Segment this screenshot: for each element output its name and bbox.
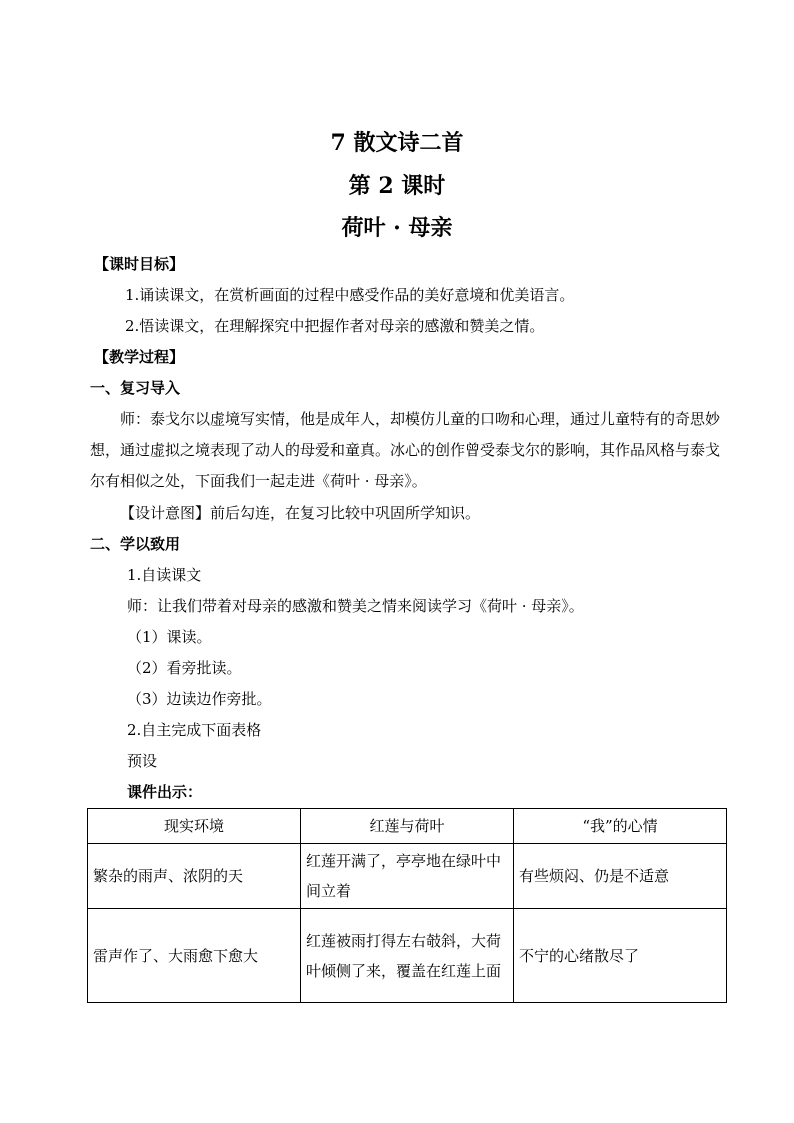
step-complete-table: 2.自主完成下面表格 <box>127 721 262 739</box>
lesson-number: 第 2 课时 <box>348 173 446 199</box>
table-cell: 红莲开满了，亭亭地在绿叶中间立着 <box>301 844 514 909</box>
courseware-label: 课件出示： <box>127 783 203 801</box>
table-header-cell: “我”的心情 <box>514 809 727 844</box>
table-cell: 雷声作了、大雨愈下愈大 <box>88 909 301 1003</box>
summary-table <box>87 808 727 1003</box>
document-title: 7 散文诗二首 <box>330 130 464 156</box>
goal-item: 1.诵读课文，在赏析画面的过程中感受作品的美好意境和优美语言。 <box>125 286 575 304</box>
design-intent-text: 前后勾连，在复习比较中巩固所学知识。 <box>210 504 481 522</box>
document-subtitle: 荷叶 · 母亲 <box>341 215 453 241</box>
substep: （1）课读。 <box>127 628 212 646</box>
table-header-row <box>88 809 727 844</box>
table-header-cell: 现实环境 <box>88 809 301 844</box>
table-cell: 繁杂的雨声、浓阴的天 <box>88 844 301 909</box>
table-header-cell: 红莲与荷叶 <box>301 809 514 844</box>
table-row <box>88 844 727 909</box>
section-heading-review: 一、复习导入 <box>90 379 181 397</box>
process-heading: 【教学过程】 <box>94 348 185 366</box>
substep: （3）边读边作旁批。 <box>127 690 272 708</box>
table-cell: 有些烦闷、仍是不适意 <box>514 844 727 909</box>
table-row <box>88 909 727 1003</box>
goal-item: 2.悟读课文，在理解探究中把握作者对母亲的感激和赞美之情。 <box>125 317 545 335</box>
table-cell: 不宁的心绪散尽了 <box>514 909 727 1003</box>
teacher-instruction: 师：让我们带着对母亲的感激和赞美之情来阅读学习《荷叶 · 母亲》。 <box>127 597 584 615</box>
goals-heading: 【课时目标】 <box>94 255 185 273</box>
design-intent <box>120 502 480 524</box>
table-cell: 红莲被雨打得左右攲斜，大荷叶倾侧了来，覆盖在红莲上面 <box>301 909 514 1003</box>
section-heading-apply: 二、学以致用 <box>90 535 181 553</box>
preset-label: 预设 <box>127 752 158 770</box>
teacher-paragraph: 师：泰戈尔以虚境写实情，他是成年人，却模仿儿童的口吻和心理，通过儿童特有的奇思妙想，通过虚拟之境表现了动人的母爱和童真。冰心的创作曾受泰戈尔的影响，其作品风格与泰戈尔有相似之处，下面我们一起走进《荷叶 · 母亲》。 <box>90 410 721 490</box>
design-intent-label: 【设计意图】 <box>120 504 211 522</box>
substep: （2）看旁批读。 <box>127 659 242 677</box>
step-read-text: 1.自读课文 <box>127 566 202 584</box>
